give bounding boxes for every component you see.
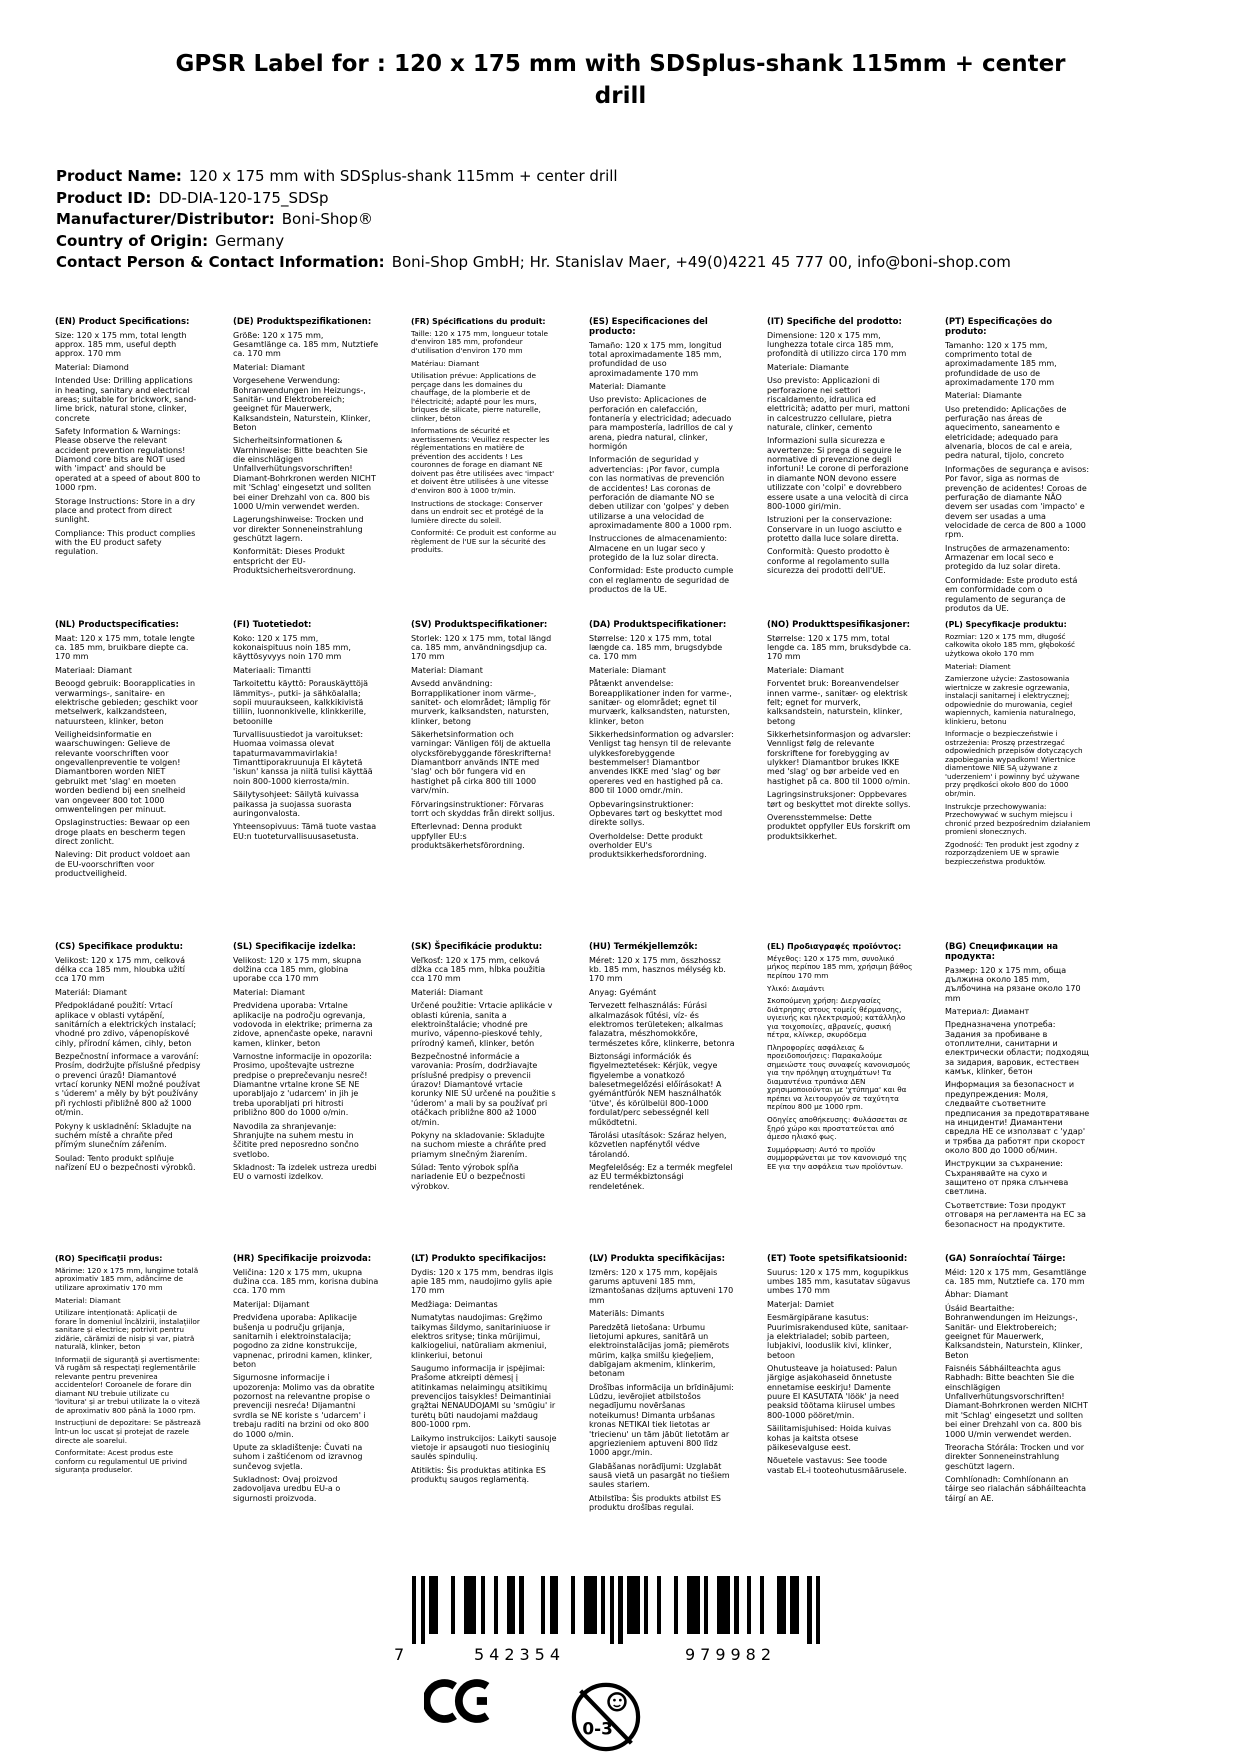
spec-paragraph: Safety Information & Warnings: Please observe the relevant accident prevention regulations! Diamond core bits are NOT used with 'impact' and should be operated at a speed of about 800 to 1000 rpm. [55,427,201,493]
spec-paragraph: Instruções de armazenamento: Armazenar em local seco e protegido da luz solar direta. [945,543,1070,572]
lang-block-sl [233,943,395,1255]
spec-paragraph: Matériau: Diamant [411,358,480,368]
spec-paragraph: Varnostne informacije in opozorila: Prosimo, upoštevajte ustrezne predpise o preprečevanju nesreč! Diamantne vrtalne krone SE NE uporabljajo z 'udarcem' in jih je treba uporabljati pri hitrosti približno 800 do 1000 o/min. [233,1052,372,1118]
spec-paragraph: Conformità: Questo prodotto è conforme al regolamento sulla sicurezza dei prodotti dell'UE. [767,547,890,576]
lang-block-heading: (ES) Especificaciones del producto: [589,317,708,337]
spec-paragraph: Tamaño: 120 x 175 mm, longitud total aproximadamente 185 mm, profundidad de uso aproximadamente 170 mm [589,340,722,378]
lang-block-heading: (PL) Specyfikacje produktu: [945,620,1067,629]
spec-paragraph: Material: Diamant [233,362,305,372]
spec-paragraph: Koko: 120 x 175 mm, kokonaispituus noin 185 mm, käyttösyvyys noin 170 mm [233,633,351,662]
spec-paragraph: Uso previsto: Aplicaciones de perforación en calefacción, fontanería y electricidad; adecuado para mampostería, ladrillos de cal y arena, piedra natural, clinker, hormigón [589,395,734,452]
spec-paragraph: Laikymo instrukcijos: Laikyti sausoje vietoje ir apsaugoti nuo tiesioginių saulės spindulių. [411,1433,557,1462]
spec-paragraph: Материал: Диамант [945,1006,1030,1016]
spec-paragraph: Material: Diamant [411,665,483,675]
page-title: GPSR Label for : 120 x 175 mm with SDSplus-shank 115mm + center drill [175,51,1066,110]
barcode-bar [816,1576,820,1644]
conformity-marks [424,1678,836,1754]
lang-block-heading: (IT) Specifiche del prodotto: [767,317,902,327]
spec-paragraph: Bezpečnostní informace a varování: Prosím, dodržujte příslušné předpisy o prevenci úrazů! Diamantové vrtací korunky NENÍ možné používat s 'úderem' a měly by být používány při rychlosti přibližně 800 až 1000 ot/min. [55,1052,201,1118]
spec-paragraph: Conformidade: Este produto está em conformidade com o regulamento de segurança de produtos da UE. [945,575,1078,613]
spec-paragraph: Biztonsági információk és figyelmeztetések: Kérjük, vegye figyelembe a vonatkozó balesetmegelőzési előírásokat! A gyémántfúrók NEM használhatók 'ütve', és körülbelül 800-1000 fordulat/perc sebességnél kell működtetni. [589,1052,722,1127]
product-info [56,166,1011,274]
spec-paragraph: Storlek: 120 x 175 mm, total längd ca. 185 mm, användningsdjup ca. 170 mm [411,633,552,662]
spec-paragraph: Tamanho: 120 x 175 mm, comprimento total de aproximadamente 185 mm, profundidade de uso de aproximadamente 170 mm [945,340,1057,387]
spec-paragraph: Påtænkt anvendelse: Boreapplikationer inden for varme-, sanitær- og elområdet; egnet til murværk, kalksandsten, natursten, klinker, beton [589,679,732,726]
lang-block-sv [411,621,573,943]
spec-paragraph: Sukladnost: Ovaj proizvod zadovoljava uredbu EU-a o sigurnosti proizvoda. [233,1474,341,1503]
spec-paragraph: Drošības informācija un brīdinājumi: Lūdzu, ievērojiet atbilstošos negadījumu novēršanas noteikumus! Dimanta urbšanas kronas NETIKAI tiek lietotas ar 'triecienu' un tām jābūt lietotām ar apgriezieniem aptuveni 800 līdz 1000 apgr./min. [589,1382,734,1458]
lang-block-heading: (LV) Produkta specifikācijas: [589,1254,725,1264]
spec-paragraph: Navodila za shranjevanje: Shranjujte na suhem mestu in ščitite pred neposredno sončno svetlobo. [233,1121,359,1159]
spec-paragraph: Beoogd gebruik: Boorapplicaties in verwarmings-, sanitaire- en elektrische gebieden; geschikt voor metselwerk, kalkzandsteen, natuursteen, klinker, beton [55,679,198,726]
spec-paragraph: Izmērs: 120 x 175 mm, kopējais garums aptuveni 185 mm, izmantošanas dziļums aptuveni 170 mm [589,1267,734,1305]
spec-paragraph: Atbilstība: Šis produkts atbilst ES produktu drošības regulai. [589,1493,722,1513]
spec-paragraph: Materiaal: Diamant [55,665,132,675]
spec-paragraph: Paredzētā lietošana: Urbumu lietojumi apkures, sanitārā un elektroinstalācijas jomā; piemērots mūrim, kaļķa smilšu ķieģeļiem, dabīgajam akmenim, klinkerim, betonam [589,1322,730,1379]
spec-paragraph: Medžiaga: Deimantas [411,1299,498,1309]
spec-paragraph: Tárolási utasítások: Száraz helyen, közvetlen napfénytől védve tárolandó. [589,1130,727,1159]
spec-paragraph: Предназначена употреба: Задания за пробиване в отоплителни, санитарни и електрически области; подходящ за зидария, варовик, естествен камък, klinker, бетон [945,1020,1089,1077]
spec-paragraph: Bezpečnostné informácie a varovania: Prosím, dodržiavajte príslušné predpisy o prevencii úrazov! Diamantové vrtacie korunky NIE SÚ určené na použitie s 'úderom' a mali by sa používať pri otáčkach približne 800 až 1000 ot/min. [411,1052,556,1127]
lang-block-heading: (CS) Specifikace produktu: [55,942,184,952]
spec-paragraph: Οδηγίες αποθήκευσης: Φυλάσσεται σε ξηρό χώρο και προστατεύεται από άμεσο ηλιακό φως. [767,1114,908,1142]
lang-block-lv [589,1255,751,1516]
spec-paragraph: Größe: 120 x 175 mm, Gesamtlänge ca. 185 mm, Nutztiefe ca. 170 mm [233,330,379,359]
spec-paragraph: Nõuetele vastavus: See toode vastab EL-i tooteohutusmäärusele. [767,1456,907,1475]
lang-block-cs [55,943,217,1255]
lang-block-heading: (SL) Specifikacije izdelka: [233,942,356,952]
spec-paragraph: Atitiktis: Šis produktas atitinka ES produktų saugos reglamentą. [411,1465,546,1484]
spec-paragraph: Informații de siguranță și avertismente: Vă rugăm să respectați reglementările relevante pentru prevenirea accidentelor! Coroanele de forare din diamant NU trebuie utilizate cu 'lovitura' și ar trebui utilizate la o viteză de aproximativ 800 până la 1000 rpm. [55,1354,200,1415]
spec-paragraph: Glabāšanas norādījumi: Uzglabāt sausā vietā un pasargāt no tiešiem saules stariem. [589,1461,730,1490]
spec-paragraph: Información de seguridad y advertencias: ¡Por favor, cumpla con las normativas de prevención de accidentes! Las coronas de perforación de diamante NO se deben utilizar con 'golpes' y deben utilizarse a una velocidad de aproximadamente 800 a 1000 rpm. [589,455,732,530]
country-of-origin-label: Country of Origin: [56,231,209,250]
spec-paragraph: Maat: 120 x 175 mm, totale lengte ca. 185 mm, bruikbare diepte ca. 170 mm [55,633,195,662]
spec-paragraph: Intended Use: Drilling applications in heating, sanitary and electrical areas; suitable for brickwork, sand-lime brick, natural stone, clinker, concrete [55,376,197,423]
spec-paragraph: Soulad: Tento produkt splňuje nařízení EU o bezpečnosti výrobků. [55,1153,196,1172]
spec-paragraph: Materiale: Diamante [767,362,849,372]
barcode-left-digit: 7 [394,1645,405,1664]
lang-block-lt [411,1255,573,1516]
lang-block-heading: (SV) Produktspecifikationer: [411,620,548,630]
spec-paragraph: Ábhar: Diamant [945,1290,1009,1300]
spec-paragraph: Forventet bruk: Boreanvendelser innen varme-, sanitær- og elektrisk felt; egnet for murverk, kalksandstein, naturstein, klinker, betong [767,679,908,726]
manufacturer-row [56,209,1011,231]
lang-block-heading: (NO) Produkttspesifikasjoner: [767,620,911,630]
spec-paragraph: Saugumo informacija ir įspėjimai: Prašome atkreipti dėmesį į atitinkamas nelaimingų atsitikimų prevencijos taisykles! Deimantiniai grąžtai NENAUDOJAMI su 'smūgiu' ir turėtų būti naudojami maždaug 800-1000 rpm. [411,1364,556,1430]
spec-paragraph: Lagringsinstruksjoner: Oppbevares tørt og beskyttet mot direkte sollys. [767,790,911,809]
contact-label: Contact Person & Contact Information: [56,253,385,271]
spec-paragraph: Instrucțiuni de depozitare: Se păstrează într-un loc uscat și protejat de razele directe ale soarelui. [55,1418,201,1445]
spec-paragraph: Upute za skladištenje: Čuvati na suhom i zaštićenom od izravnog sunčevog svjetla. [233,1442,363,1471]
spec-paragraph: Informacje o bezpieczeństwie i ostrzeżenia: Proszę przestrzegać odpowiednich przepisów dotyczących zapobiegania wypadkom! Wiertnice diamentowe NIE SĄ używane z 'uderzeniem' i powinny być używane przy prędkości około 800 do 1000 obr/min. [945,729,1083,798]
lang-block-heading: (DE) Produktspezifikationen: [233,317,372,327]
spec-paragraph: Eesmärgipärane kasutus: Puurimisrakendused küte, sanitaar- ja elektrialadel; sobib parteen, lubjakivi, looduslik kivi, klinker, betoon [767,1313,909,1360]
spec-paragraph: Istruzioni per la conservazione: Conservare in un luogo asciutto e protetto dalla luce solare diretta. [767,515,902,543]
spec-paragraph: Predvidena uporaba: Vrtalne aplikacije na področju ogrevanja, vodovoda in elektrike; primerna za zidove, apnenčaste opeke, naravni kamen, klinker, beton [233,1001,373,1048]
spec-paragraph: Säkerhetsinformation och varningar: Vänligen följ de aktuella olycksförebyggande föreskrifterna! Diamantborr används INTE med 'slag' och bör fungera vid en hastighet på cirka 800 till 1000 varv/min. [411,730,552,796]
language-grid [55,318,1107,1516]
ce-mark-icon [424,1678,496,1724]
lang-block-el [767,943,929,1255]
spec-paragraph: Conformitate: Acest produs este conform cu regulamentul UE privind siguranța produselor. [55,1448,188,1475]
spec-paragraph: Størrelse: 120 x 175 mm, total længde ca. 185 mm, brugsdybde ca. 170 mm [589,633,723,662]
spec-paragraph: Materiál: Diamant [55,987,127,997]
spec-paragraph: Materiāls: Dimants [589,1309,665,1319]
spec-paragraph: Rozmiar: 120 x 175 mm, długość całkowita około 185 mm, głębokość użytkowa około 170 mm [945,631,1076,659]
spec-paragraph: Avsedd användning: Borrapplikationer inom värme-, sanitet- och elområdet; lämplig för murverk, kalksandsten, natursten, klinker, betong [411,679,551,726]
spec-paragraph: Určené použitie: Vrtacie aplikácie v oblasti kúrenia, sanita a elektroinštalácie; vhodné pre murivo, vápenno-pieskové tehly, prírodný kameň, klinker, betón [411,1001,553,1048]
spec-paragraph: Tervezett felhasználás: Fúrási alkalmazások fűtési, víz- és elektromos területeken; alkalmas falazatra, mészhomokkőre, természetes kőre, klinkerre, betonra [589,1001,735,1048]
spec-paragraph: Συμμόρφωση: Αυτό το προϊόν συμμορφώνεται με τον κανονισμό της ΕΕ για την ασφάλεια των προϊόντων. [767,1144,907,1171]
spec-paragraph: Material: Diamante [589,381,666,391]
lang-block-heading: (FR) Spécifications du produit: [411,317,546,326]
product-name-value: 120 x 175 mm with SDSplus-shank 115mm + center drill [188,167,618,185]
spec-paragraph: Súlad: Tento výrobok spĺňa nariadenie EÚ o bezpečnosti výrobkov. [411,1162,526,1191]
spec-paragraph: Material: Diamante [945,391,1022,401]
lang-block-heading: (ET) Toote spetsifikatsioonid: [767,1254,908,1264]
spec-paragraph: Predviđena uporaba: Aplikacije bušenja u području grijanja, sanitarnih i elektroinstalacija; pogodno za zidne konstrukcije, vapnenac, prirodni kamen, klinker, beton [233,1313,373,1369]
spec-paragraph: Yhteensopivuus: Tämä tuote vastaa EU:n tuoteturvallisuusasetusta. [233,822,377,841]
lang-block-et [767,1255,929,1516]
spec-paragraph: Suurus: 120 x 175 mm, kogupikkus umbes 185 mm, kasutatav sügavus umbes 170 mm [767,1267,911,1296]
spec-paragraph: Efterlevnad: Denna produkt uppfyller EU:s produktsäkerhetsförordning. [411,822,525,850]
label-footer [394,1576,836,1754]
spec-paragraph: Vorgesehene Verwendung: Bohranwendungen im Heizungs-, Sanitär- und Elektrobereich; geeignet für Mauerwerk, Kalksandstein, Naturstein, Klinker, Beton [233,376,371,432]
spec-paragraph: Předpokládané použití: Vrtací aplikace v oblasti vytápění, sanitárních a elektrických instalací; vhodné pro zdivo, vápenopískové cihly, přírodní kámen, cihly, beton [55,1001,197,1048]
spec-paragraph: Materiale: Diamant [767,665,844,675]
spec-paragraph: Turvallisuustiedot ja varoitukset: Huomaa voimassa olevat tapaturmavammavirlakia! Timanttiporakruunuja EI käytetä 'iskun' kanssa ja niitä tulisi käyttää noin 800-1000 kierrosta/min. [233,730,373,786]
spec-paragraph: Material: Diamant [55,1295,121,1305]
manufacturer-label: Manufacturer/Distributor: [56,210,275,228]
spec-paragraph: Инструкции за съхранение: Съхранявайте на сухо и защитено от пряка слънчева светлина. [945,1159,1069,1197]
barcode-group-2: 979982 [684,1645,777,1664]
lang-block-heading: (HR) Specifikacije proizvoda: [233,1254,372,1264]
ean-barcode [394,1576,836,1664]
spec-paragraph: Overensstemmelse: Dette produktet oppfyller EUs forskrift om produktsikkerhet. [767,812,911,841]
spec-paragraph: Konformität: Dieses Produkt entspricht der EU-Produktsicherheitsverordnung. [233,547,356,576]
lang-block-es [589,318,751,621]
spec-paragraph: Информация за безопасност и предупреждения: Моля, следвайте съответните предписания за предотвратяване на инциденти! Диамантени свредла НЕ се използват с 'удар' и трябва да работят при скорост около 800 до 1000 об/мин. [945,1080,1090,1155]
spec-paragraph: Materjal: Damiet [767,1299,834,1309]
spec-paragraph: Anyag: Gyémánt [589,987,657,997]
spec-paragraph: Informações de segurança e avisos: Por favor, siga as normas de prevenção de acidentes! Coroas de perfuração de diamante NÃO devem ser usadas com 'impacto' e devem ser usadas a uma velocidade de cerca de 800 a 1000 rpm. [945,464,1090,540]
spec-paragraph: Sikkerhedsinformation og advarsler: Venligst tag hensyn til de relevante ulykkesforebyggende bestemmelser! Diamantbor anvendes IKKE med 'slag' og bør opereres ved en hastighed på ca. 800 til 1000 omdr./min. [589,730,734,796]
spec-paragraph: Ohutusteave ja hoiatused: Palun järgige asjakohaseid õnnetuste ennetamise eeskirju! Damente puure EI KASUTATA 'löök' ja need peaksid töötama kiirusel umbes 800-1000 pööret/min. [767,1364,899,1420]
spec-paragraph: Pokyny k uskladnění: Skladujte na suchém místě a chraňte před přímým slunečním zářením. [55,1121,192,1150]
spec-paragraph: Size: 120 x 175 mm, total length approx. 185 mm, useful depth approx. 170 mm [55,330,187,359]
spec-paragraph: Veiligheidsinformatie en waarschuwingen: Gelieve de relevante voorschriften voor ongevallenpreventie te volgen! Diamantboren worden NIET gebruikt met 'slag' en moeten worden bediend bij een snelheid van ongeveer 800 tot 1000 omwentelingen per minuut. [55,730,186,814]
barcode-bars [412,1576,836,1644]
spec-paragraph: Informations de sécurité et avertissements: Veuillez respecter les réglementations en matière de prévention des accidents ! Les couronnes de forage en diamant NE doivent pas être utilisées avec 'impact' et doivent être utilisées à une vitesse d'environ 800 à 1000 tr/min. [411,426,555,495]
country-of-origin-row [56,231,1011,253]
lang-block-heading: (SK) Špecifikácie produktu: [411,942,543,952]
spec-paragraph: Dimensione: 120 x 175 mm, lunghezza totale circa 185 mm, profondità di utilizzo circa 170 mm [767,330,907,359]
spec-paragraph: Instructions de stockage: Conserver dans un endroit sec et protégé de la lumière directe du soleil. [411,498,544,525]
lang-block-heading: (PT) Especificações do produto: [945,317,1053,337]
spec-paragraph: Velikost: 120 x 175 mm, celková délka cca 185 mm, hloubka užití cca 170 mm [55,955,186,984]
barcode-group-1: 542354 [473,1645,566,1664]
lang-block-pt [945,318,1107,621]
lang-block-heading: (DA) Produktspecifikationer: [589,620,727,630]
spec-paragraph: Σκοπούμενη χρήση: Διεργασίες διάτρησης στους τομείς θέρμανσης, υγιεινής και ηλεκτρισμού; κατάλληλο για τοιχοποιίες, αβρανείς, φυσική πέτρα, κλίνκερ, σκυρόδεμα [767,996,906,1040]
spec-paragraph: Utilisation prévue: Applications de perçage dans les domaines du chauffage, de la plomberie et de l'électricité; adapté pour les murs, briques de silicate, pierre naturelle, clinker, béton [411,371,541,423]
spec-paragraph: Uso pretendido: Aplicações de perfuração nas áreas de aquecimento, saneamento e eletricidade; adequado para alvenaria, blocos de cal e areia, pedra natural, tijolo, concreto [945,404,1073,461]
spec-paragraph: Μέγεθος: 120 x 175 mm, συνολικό μήκος περίπου 185 mm, χρήσιμη βάθος περίπου 170 mm [767,953,913,981]
spec-paragraph: Съответствие: Този продукт отговаря на регламента на ЕС за безопасност на продуктите. [945,1200,1086,1229]
lang-block-sk [411,943,573,1255]
lang-block-ga [945,1255,1107,1516]
spec-paragraph: Informazioni sulla sicurezza e avvertenze: Si prega di seguire le normative di prevenzione degli infortuni! Le corone di perforazione in diamante NON devono essere utilizzate con 'colpi' e dovrebbero essere usate a una velocità di circa 800-1000 giri/min. [767,436,909,511]
spec-paragraph: Comhlíonadh: Comhlíonann an táirge seo rialachán sábháilteachta táirgí an AE. [945,1474,1087,1503]
lang-block-heading: (HU) Termékjellemzők: [589,942,698,952]
spec-paragraph: Säilitamisjuhised: Hoida kuivas kohas ja kaitsta otsese päikesevalguse eest. [767,1424,892,1452]
lang-block-heading: (NL) Productspecificaties: [55,620,179,630]
spec-paragraph: Taille: 120 x 175 mm, longueur totale d'environ 185 mm, profondeur d'utilisation d'environ 170 mm [411,328,549,356]
lang-block-pl [945,621,1107,943]
spec-paragraph: Treoracha Stórála: Trocken und vor direkter Sonneneinstrahlung geschützt lagern. [945,1442,1085,1471]
barcode-digits [394,1645,836,1664]
spec-paragraph: Instrucciones de almacenamiento: Almacene en un lugar seco y protegido de la luz solar directa. [589,534,728,563]
spec-paragraph: Overholdelse: Dette produkt overholder EU's produktsikkerhedsforordning. [589,831,707,860]
spec-paragraph: Zgodność: Ten produkt jest zgodny z rozporządzeniem UE w sprawie bezpieczeństwa produktów. [945,839,1079,866]
spec-paragraph: Méid: 120 x 175 mm, Gesamtlänge ca. 185 mm, Nutztiefe ca. 170 mm [945,1267,1087,1287]
contact-row [56,252,1011,274]
lang-block-fr [411,318,573,621]
lang-block-no [767,621,929,943]
lang-block-heading: (LT) Produkto specifikacijos: [411,1254,547,1264]
lang-block-it [767,318,929,621]
lang-block-en [55,318,217,621]
spec-paragraph: Zamierzone użycie: Zastosowania wiertnicze w zakresie ogrzewania, instalacji sanitarnej i elektrycznej; odpowiednie do murowania, cegieł wapiennych, kamienia naturalnego, klinkieru, betonu [945,674,1076,726]
lang-block-heading: (EN) Product Specifications: [55,317,190,327]
spec-paragraph: Skladnost: Ta izdelek ustreza uredbi EU o varnosti izdelkov. [233,1162,377,1182]
spec-paragraph: Размер: 120 x 175 mm, обща дължина около 185 mm, дълбочина на рязане около 170 mm [945,965,1081,1003]
spec-paragraph: Υλικό: Διαμάντι [767,983,825,993]
spec-paragraph: Velikost: 120 x 175 mm, skupna dolžina cca 185 mm, globina uporabe cca 170 mm [233,955,362,984]
lang-block-heading: (RO) Specificații produs: [55,1254,163,1263]
spec-paragraph: Pokyny na skladovanie: Skladujte na suchom mieste a chráňte pred priamym slnečným žiarením. [411,1130,547,1159]
product-name-label: Product Name: [56,167,182,185]
spec-paragraph: Förvaringsinstruktioner: Förvaras torrt och skyddas från direkt solljus. [411,799,555,818]
spec-paragraph: Conformité: Ce produit est conforme au règlement de l'UE sur la sécurité des produits. [411,528,557,555]
spec-paragraph: Sicherheitsinformationen & Warnhinweise: Bitte beachten Sie die einschlägigen Unfallverhütungsvorschriften! Diamant-Bohrkronen werden NICHT mit 'Schlag' eingesetzt und sollten bei einer Drehzahl von ca. 800 bis 1000 U/min verwendet werden. [233,436,376,511]
lang-block-heading: (EL) Προδιαγραφές προϊόντος: [767,942,902,951]
spec-paragraph: Πληροφορίες ασφάλειας & προειδοποιήσεις: Παρακαλούμε σημειώστε τους συναφείς κανονισμούς για την πρόληψη ατυχημάτων! Τα διαμαντένια τρυπάνια ΔΕΝ χρησιμοποιούνται με 'χτύπημα' και θα πρέπει να λειτουργούν σε ταχύτητα περίπου 800 με 1000 rpm. [767,1042,911,1112]
lang-block-heading: (GA) Sonraíochtaí Táirge: [945,1254,1066,1264]
spec-paragraph: Utilizare intenționată: Aplicații de forare în domeniul încălzirii, instalațiilor sanitare și electrice; potrivit pentru zidărie, cărămizi de nisip și var, piatră naturală, klinker, beton [55,1308,200,1352]
product-id-label: Product ID: [56,188,152,207]
age-warning-text: 0-3 [582,1718,613,1739]
spec-paragraph: Opslaginstructies: Bewaar op een droge plaats en bescherm tegen direct zonlicht. [55,818,190,846]
spec-paragraph: Storage Instructions: Store in a dry place and protect from direct sunlight. [55,496,196,525]
spec-paragraph: Mărime: 120 x 175 mm, lungime totală aproximativ 185 mm, adâncime de utilizare aproximativ 170 mm [55,1265,199,1293]
lang-block-heading: (BG) Спецификации на продукта: [945,942,1058,962]
spec-paragraph: Tarkoitettu käyttö: Porauskäyttöjä lämmitys-, putki- ja sähköalalla; sopii muuraukseen, kalkkikivistä tiiliin, luonnonkivelle, klinkkerille, betoonille [233,679,368,726]
spec-paragraph: Opbevaringsinstruktioner: Opbevares tørt og beskyttet mod direkte sollys. [589,799,723,828]
spec-paragraph: Numatytas naudojimas: Gręžimo taikymas šildymo, sanitariniuose ir elektros srityse; tinka mūrijimui, kalkiogeliui, natūraliam akmeniui, klinkeriui, betonui [411,1313,551,1360]
spec-paragraph: Méret: 120 x 175 mm, összhossz kb. 185 mm, hasznos mélység kb. 170 mm [589,955,726,984]
spec-paragraph: Dydis: 120 x 175 mm, bendras ilgis apie 185 mm, naudojimo gylis apie 170 mm [411,1267,554,1296]
spec-paragraph: Compliance: This product complies with the EU product safety regulation. [55,528,196,557]
spec-paragraph: Naleving: Dit product voldoet aan de EU-voorschriften voor productveiligheid. [55,850,191,879]
lang-block-da [589,621,751,943]
spec-paragraph: Instrukcje przechowywania: Przechowywać w suchym miejscu i chronić przed bezpośrednim działaniem promieni słonecznych. [945,801,1091,837]
spec-paragraph: Sigurnosne informacije i upozorenja: Molimo vas da obratite pozornost na relevantne propise o prevenciji nesreća! Dijamantni svrdla se NE koriste s 'udarcem' i trebaju raditi na brzini od oko 800 do 1000 o/min. [233,1373,375,1439]
spec-paragraph: Material: Diamond [55,362,129,372]
spec-paragraph: Materiál: Diamant [411,987,483,997]
lang-block-nl [55,621,217,943]
spec-paragraph: Säilytysohjeet: Säilytä kuivassa paikassa ja suojassa suorasta auringonvalosta. [233,790,359,818]
spec-paragraph: Sikkerhetsinformasjon og advarsler: Vennligst følg de relevante forskriftene for forebygging av ulykker! Diamantbor brukes IKKE med 'slag' og bør arbeide ved en hastighet på ca. 800 til 1000 o/min. [767,730,911,786]
spec-paragraph: Materiaali: Timantti [233,665,311,675]
spec-paragraph: Conformidad: Este producto cumple con el reglamento de seguridad de productos de la UE. [589,566,734,595]
spec-paragraph: Størrelse: 120 x 175 mm, total lengde ca. 185 mm, bruksdybde ca. 170 mm [767,633,912,662]
lang-block-ro [55,1255,217,1516]
spec-paragraph: Megfelelőség: Ez a termék megfelel az EU termékbiztonsági rendeletének. [589,1162,733,1191]
spec-paragraph: Materiale: Diamant [589,665,666,675]
spec-paragraph: Veličina: 120 x 175 mm, ukupna dužina cca. 185 mm, korisna dubina cca. 170 mm [233,1267,379,1296]
lang-block-hu [589,943,751,1255]
lang-block-de [233,318,395,621]
spec-paragraph: Lagerungshinweise: Trocken und vor direkter Sonneneinstrahlung geschützt lagern. [233,515,364,543]
contact-value: Boni-Shop GmbH; Hr. Stanislav Maer, +49(0)4221 45 777 00, info@boni-shop.com [391,253,1011,271]
manufacturer-value: Boni-Shop® [281,210,374,228]
spec-paragraph: Materijal: Dijamant [233,1299,310,1309]
spec-paragraph: Veľkosť: 120 x 175 mm, celková dĺžka cca 185 mm, hĺbka použitia cca 170 mm [411,955,546,984]
spec-paragraph: Material: Diamant [233,987,305,997]
product-name-row [56,166,1011,188]
lang-block-hr [233,1255,395,1516]
lang-block-heading: (FI) Tuotetiedot: [233,620,312,630]
product-id-value: DD-DIA-120-175_SDSp [158,188,329,207]
spec-paragraph: Úsáid Beartaithe: Bohranwendungen im Heizungs-, Sanitär- und Elektrobereich; geeignet für Mauerwerk, Kalksandstein, Naturstein, Klinker, Beton [945,1303,1083,1360]
spec-paragraph: Faisnéis Sábháilteachta agus Rabhadh: Bitte beachten Sie die einschlägigen Unfallverhütungsvorschriften! Diamant-Bohrkronen werden NICHT mit 'Schlag' eingesetzt und sollten bei einer Drehzahl von ca. 800 bis 1000 U/min verwendet werden. [945,1364,1088,1439]
spec-paragraph: Uso previsto: Applicazioni di perforazione nei settori riscaldamento, idraulica ed elettricità; adatto per muri, mattoni in calcestruzzo cellulare, pietra naturale, clinker, cemento [767,376,910,432]
country-of-origin-value: Germany [215,231,285,250]
age-warning-icon [568,1678,644,1754]
lang-block-fi [233,621,395,943]
product-id-row [56,188,1011,210]
lang-block-bg [945,943,1107,1255]
spec-paragraph: Materiał: Diament [945,661,1011,671]
